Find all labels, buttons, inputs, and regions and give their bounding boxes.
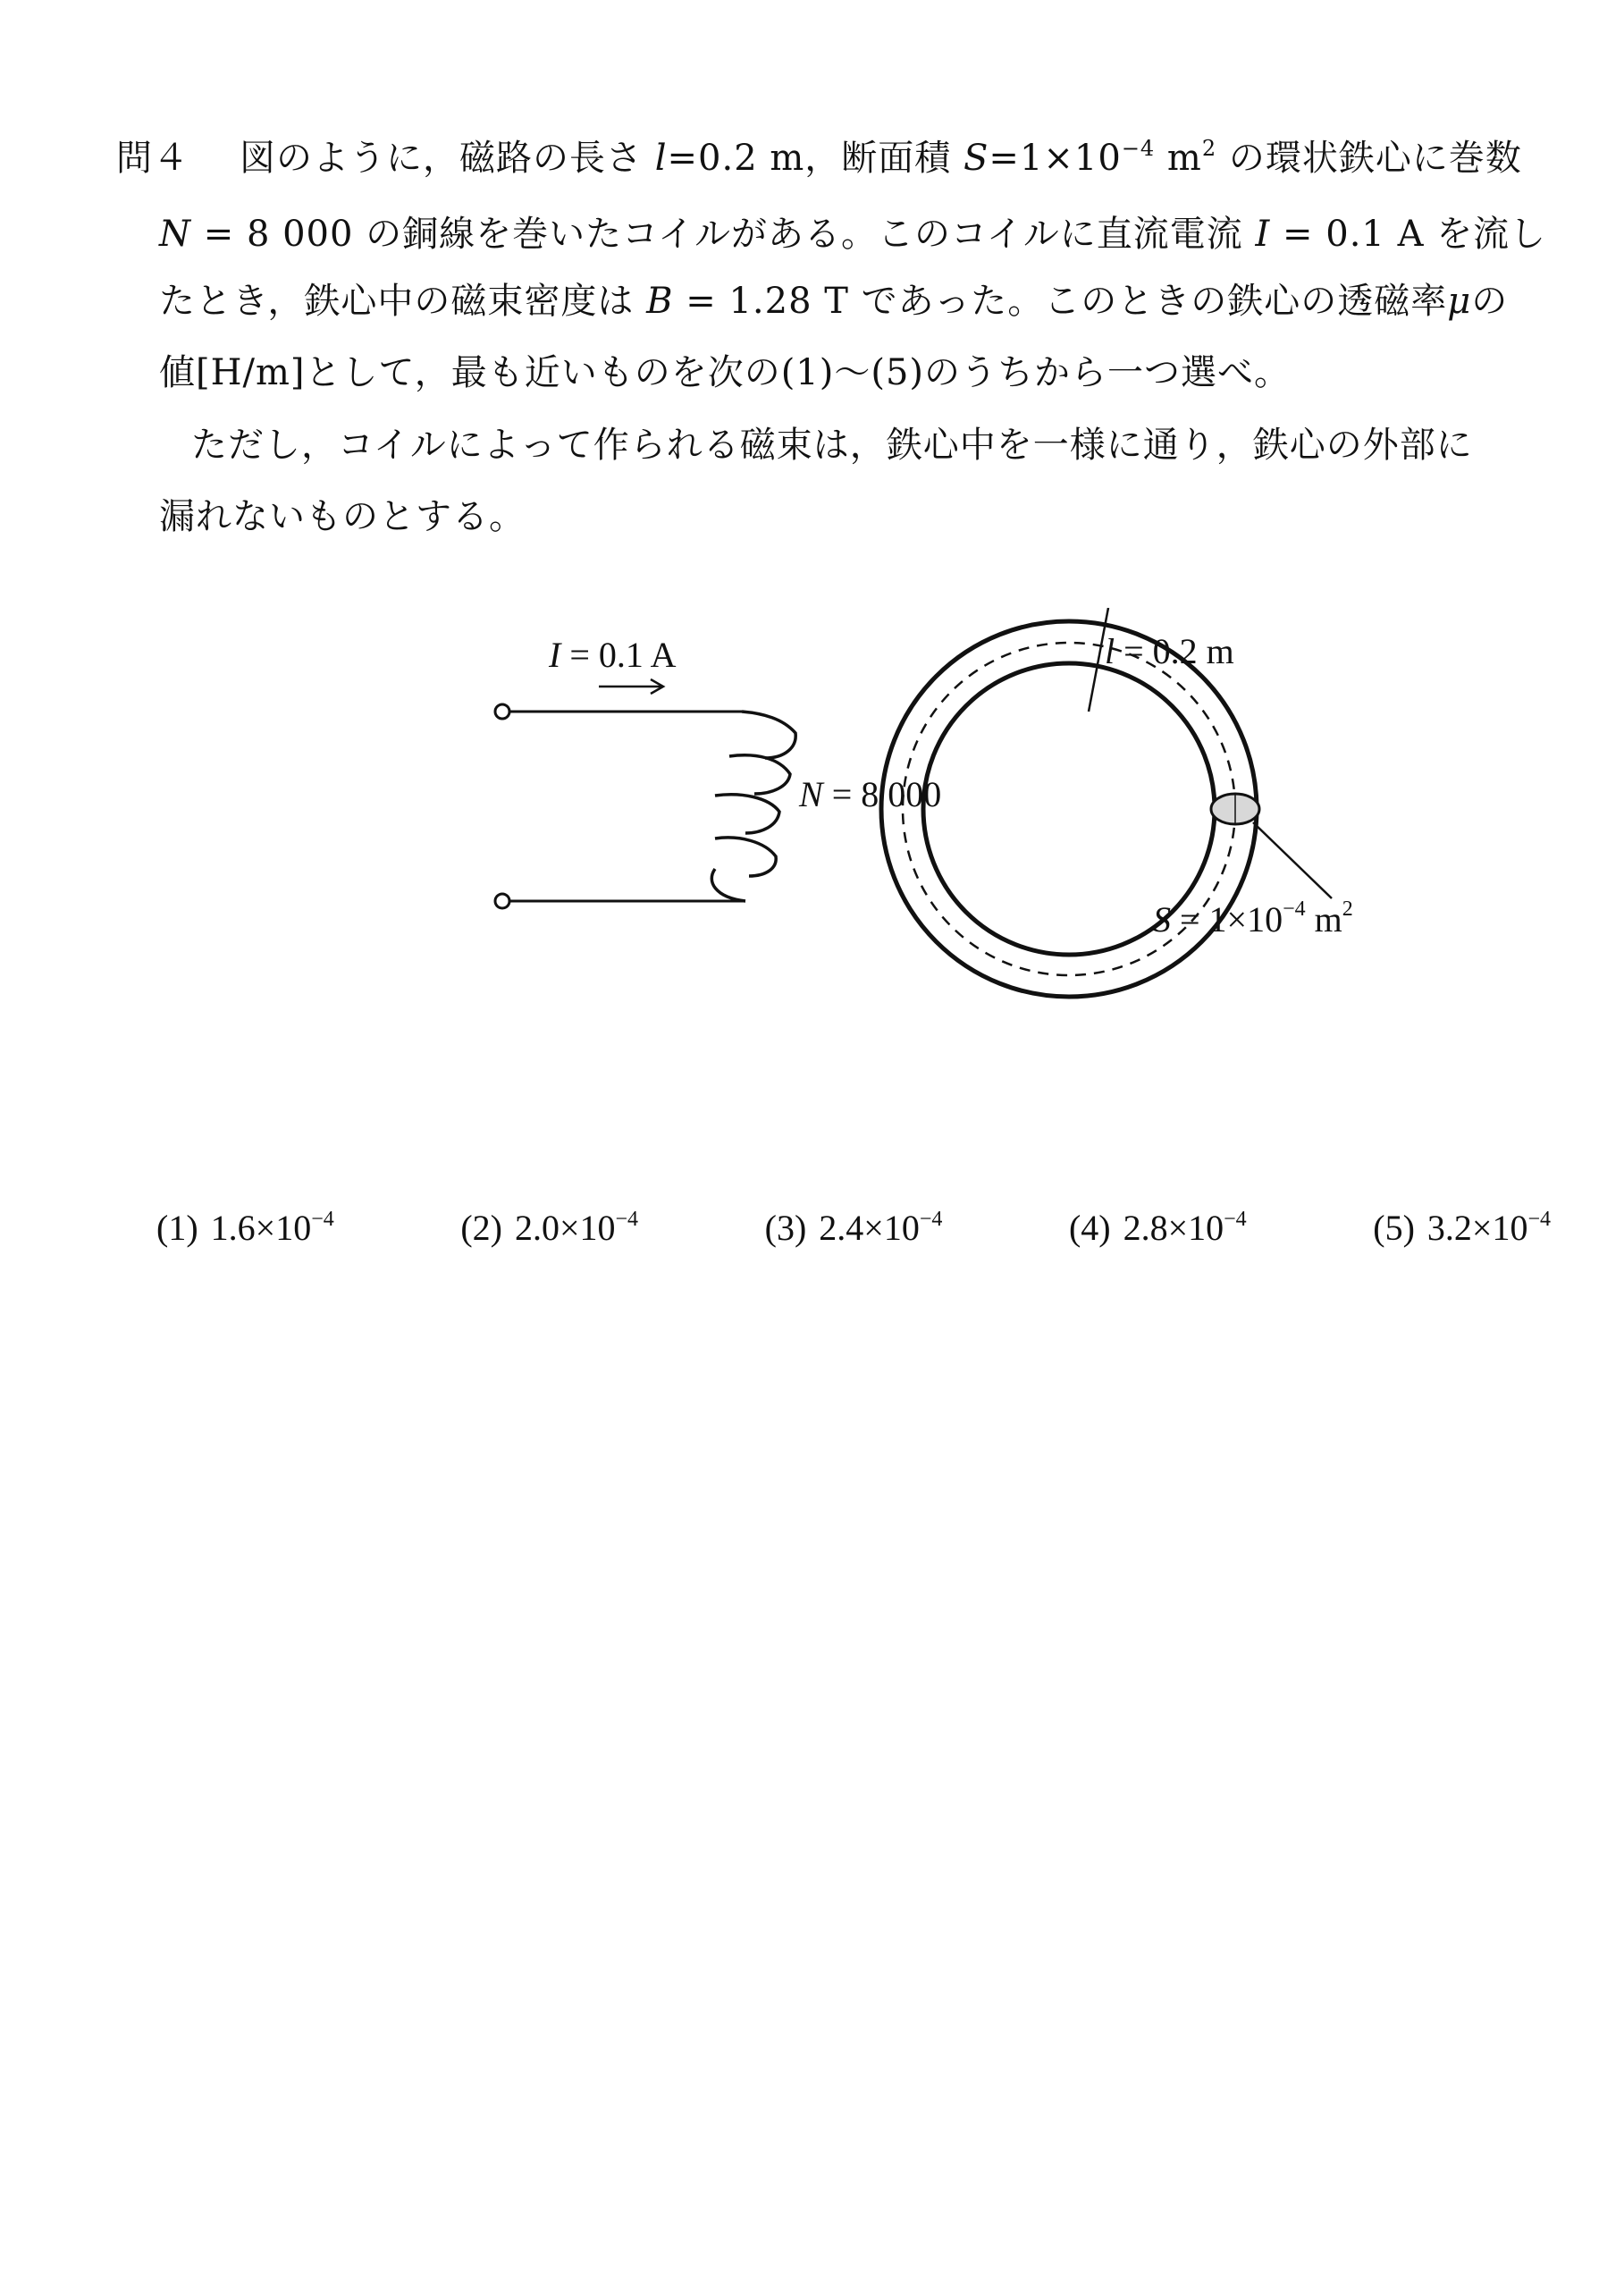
- question-line-3: たとき，鉄心中の磁束密度は B = 1.28 T であった。このときの鉄心の透磁率μの: [159, 281, 1509, 322]
- choice-4[interactable]: (4) $2.8\times 10^{-4}$: [1068, 1208, 1247, 1248]
- area-label: $S = 1\times 10^{-4}$ $m^2$: [1153, 897, 1353, 939]
- question-line-6: 漏れないものとする。: [159, 496, 526, 537]
- terminal-bottom: [495, 894, 509, 908]
- current-arrow: [599, 679, 663, 694]
- choice-3[interactable]: (3) $2.4\times 10^{-4}$: [764, 1208, 943, 1248]
- current-label: I = 0.1 A: [549, 635, 677, 675]
- question-number: 問４: [116, 138, 189, 179]
- question-line-5: ただし，コイルによって作られる磁束は，鉄心中を一様に通り，鉄心の外部に: [191, 425, 1473, 466]
- terminal-top: [495, 704, 509, 719]
- area-leader: [1253, 822, 1332, 898]
- choice-5[interactable]: (5) $3.2\times 10^{-4}$: [1373, 1208, 1551, 1248]
- question-line-2: N = 8 000 の銅線を巻いたコイルがある。このコイルに直流電流 I = 0.1 A を流し: [159, 214, 1547, 255]
- question-line-1: 問４ 図のように，磁路の長さ l=0.2 m，断面積 $S=1\times 10^{-4}$ $m^2$ の環状鉄心に巻数: [116, 136, 1522, 179]
- length-label: l = 0.2 m: [1105, 631, 1234, 671]
- question-line-4: 値[H/m]として，最も近いものを次の(1)～(5)のうちから一つ選べ。: [159, 352, 1292, 393]
- toroid-figure: [447, 608, 1519, 1037]
- choice-2[interactable]: (2) $2.0\times 10^{-4}$: [460, 1208, 639, 1248]
- turns-label: N = 8 000: [799, 774, 942, 814]
- answer-choices: [156, 1207, 1551, 1249]
- choice-1[interactable]: (1) $1.6\times 10^{-4}$: [156, 1208, 334, 1248]
- coil-windings: [711, 712, 795, 901]
